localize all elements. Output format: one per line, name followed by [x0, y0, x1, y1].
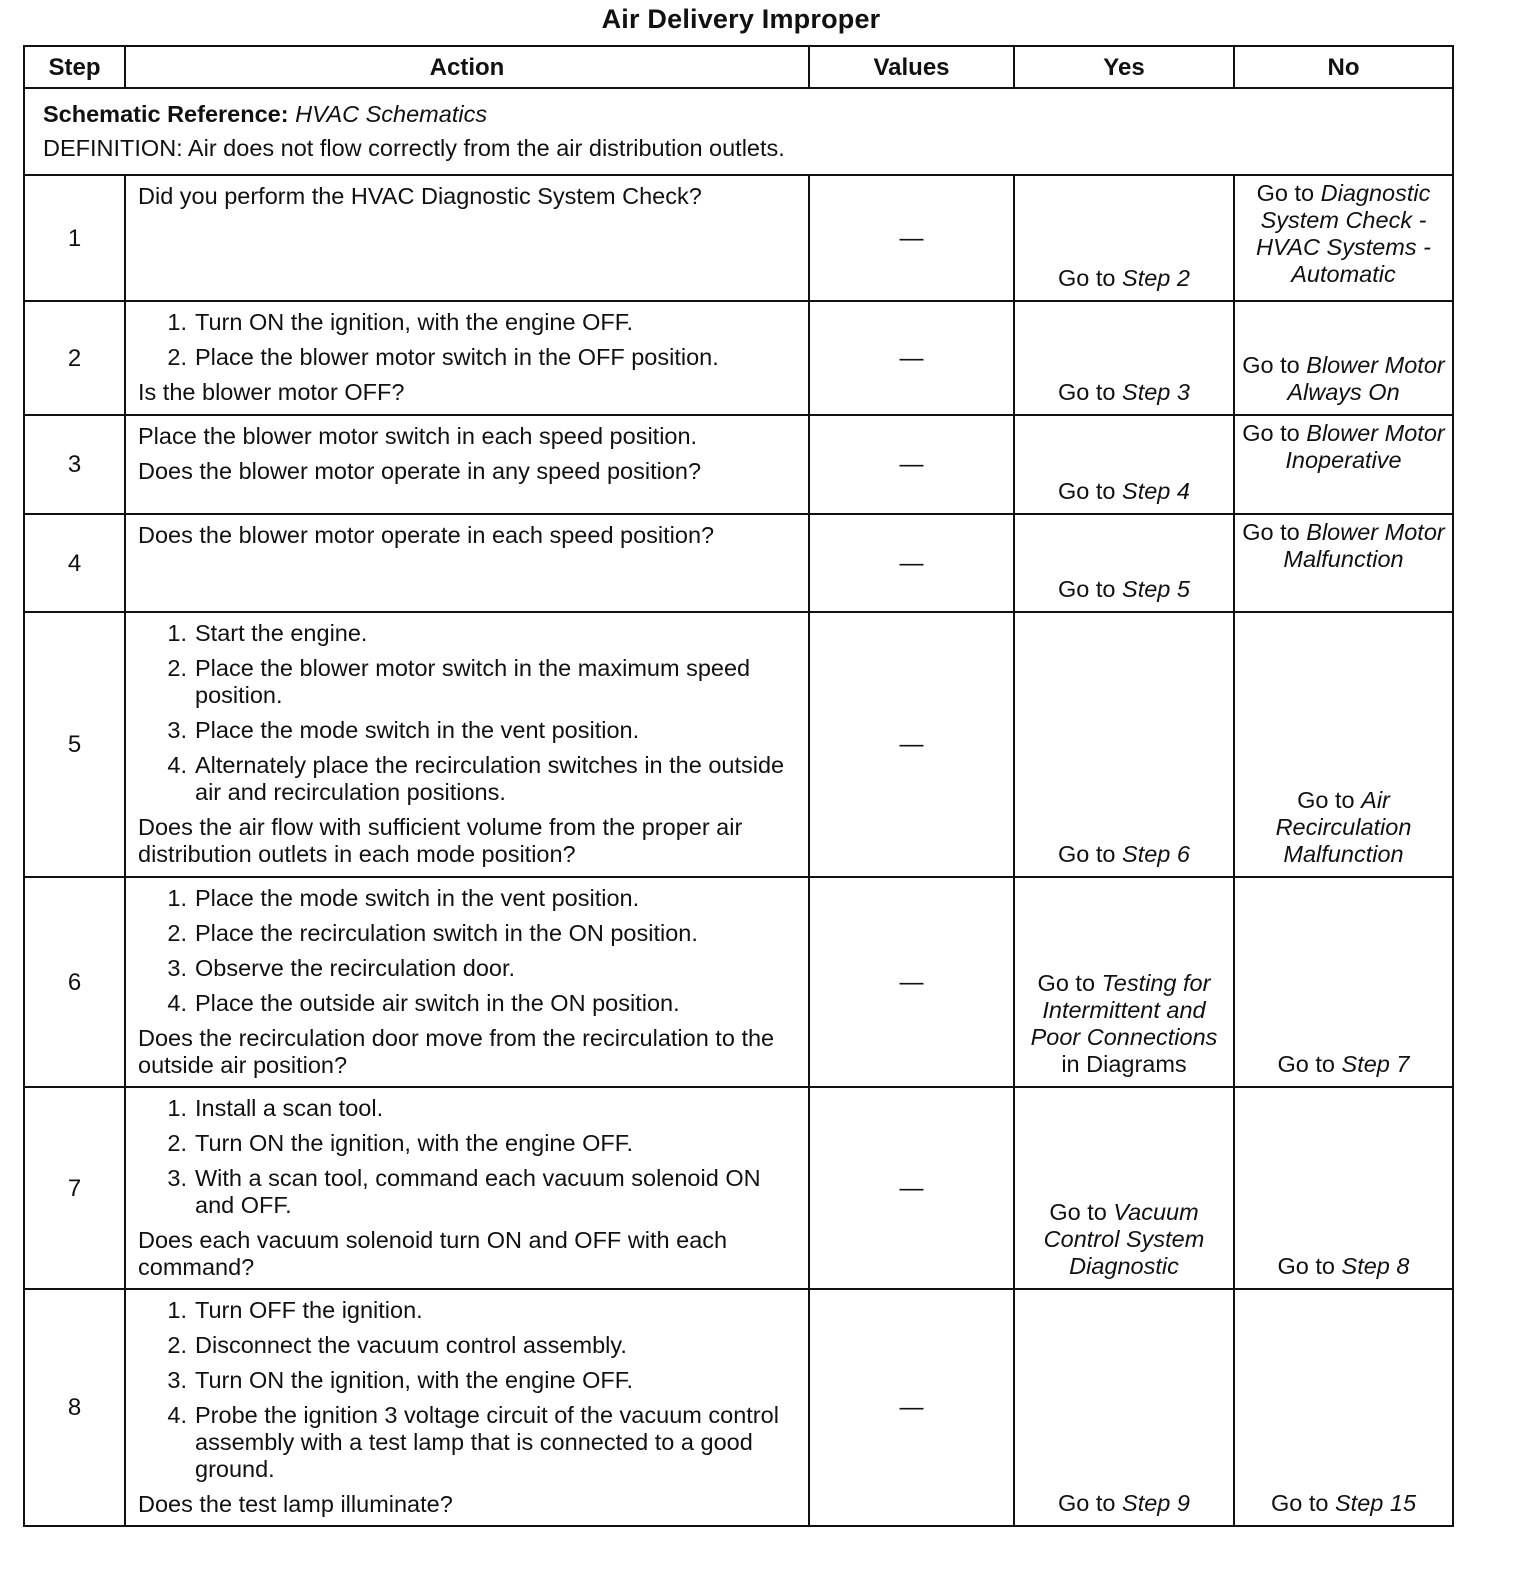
- action-step-number: 2.: [167, 655, 187, 681]
- action-cell: [125, 1087, 809, 1289]
- no-goto-prefix: Go to: [1242, 352, 1300, 378]
- action-step-number: 4.: [167, 1402, 187, 1428]
- action-cell: [125, 877, 809, 1087]
- values-cell: —: [809, 415, 1014, 514]
- action-step-number: 3.: [167, 1165, 187, 1191]
- no-goto-prefix: Go to: [1242, 420, 1300, 446]
- values-cell: —: [809, 301, 1014, 415]
- action-step-number: 2.: [167, 1130, 187, 1156]
- action-question: Does the blower motor operate in each speed position?: [138, 522, 715, 548]
- action-step-number: 3.: [167, 955, 187, 981]
- yes-goto-link[interactable]: Step 5: [1122, 576, 1190, 602]
- no-goto-link[interactable]: Diagnostic System Check - HVAC Systems - Automatic: [1256, 180, 1431, 287]
- yes-goto-prefix: Go to: [1058, 265, 1116, 291]
- action-step-item: [138, 655, 796, 709]
- action-step-text: Place the mode switch in the vent position.: [195, 717, 640, 743]
- yes-cell: [1014, 877, 1234, 1087]
- yes-goto-prefix: Go to: [1037, 970, 1096, 996]
- yes-cell: [1014, 175, 1234, 301]
- definition-text: DEFINITION: Air does not flow correctly from the air distribution outlets.: [43, 135, 785, 161]
- values-cell: —: [809, 1087, 1014, 1289]
- no-cell: [1234, 175, 1453, 301]
- step-number: 2: [24, 301, 125, 415]
- schematic-reference: [43, 97, 1452, 131]
- yes-goto-link[interactable]: Step 9: [1122, 1490, 1190, 1516]
- action-cell: [125, 415, 809, 514]
- action-step-text: Disconnect the vacuum control assembly.: [195, 1332, 627, 1358]
- table-row: [24, 175, 1453, 301]
- action-step-text: Place the mode switch in the vent position.: [195, 885, 640, 911]
- no-cell: [1234, 877, 1453, 1087]
- yes-goto-prefix: Go to: [1058, 478, 1116, 504]
- table-row: [24, 415, 1453, 514]
- action-step-text: With a scan tool, command each vacuum solenoid ON and OFF.: [195, 1165, 761, 1218]
- action-step-text: Start the engine.: [195, 620, 368, 646]
- action-step-item: [138, 1332, 796, 1359]
- table-row: [24, 1087, 1453, 1289]
- action-step-item: [138, 717, 796, 744]
- page-title: Air Delivery Improper: [601, 4, 881, 34]
- action-question: Did you perform the HVAC Diagnostic System Check?: [138, 183, 702, 209]
- action-step-text: Turn OFF the ignition.: [195, 1297, 423, 1323]
- table-row: [24, 612, 1453, 877]
- action-step-item: [138, 1095, 796, 1122]
- yes-goto-link[interactable]: Vacuum Control System Diagnostic: [1043, 1199, 1205, 1279]
- no-goto-prefix: Go to: [1270, 1490, 1329, 1516]
- action-step-number: 2.: [167, 920, 187, 946]
- header-step: Step: [24, 46, 125, 88]
- no-goto-prefix: Go to: [1277, 1253, 1335, 1279]
- step-number: 6: [24, 877, 125, 1087]
- header-values: Values: [809, 46, 1014, 88]
- no-goto-link[interactable]: Step 15: [1335, 1490, 1417, 1516]
- table-row: [24, 1289, 1453, 1526]
- table-row: [24, 514, 1453, 612]
- action-steps-list: [138, 1095, 796, 1219]
- step-number: 7: [24, 1087, 125, 1289]
- no-goto-link[interactable]: Blower Motor Always On: [1287, 352, 1445, 405]
- table-row: [24, 301, 1453, 415]
- no-goto-prefix: Go to: [1277, 1051, 1335, 1077]
- yes-cell: [1014, 415, 1234, 514]
- action-step-item: [138, 1297, 796, 1324]
- action-step-text: Turn ON the ignition, with the engine OFF.: [195, 1130, 634, 1156]
- yes-goto-link[interactable]: Step 3: [1122, 379, 1190, 405]
- action-question: Does each vacuum solenoid turn ON and OFF with each command?: [138, 1227, 728, 1280]
- action-step-number: 4.: [167, 990, 187, 1016]
- yes-goto-prefix: Go to: [1058, 841, 1116, 867]
- no-cell: [1234, 1087, 1453, 1289]
- action-step-text: Place the blower motor switch in the OFF position.: [195, 344, 719, 370]
- values-cell: —: [809, 514, 1014, 612]
- action-cell: [125, 1289, 809, 1526]
- yes-goto-prefix: Go to: [1058, 379, 1116, 405]
- action-question: Is the blower motor OFF?: [138, 379, 405, 405]
- header-no: No: [1234, 46, 1453, 88]
- values-cell: —: [809, 877, 1014, 1087]
- action-step-text: Alternately place the recirculation switches in the outside air and recirculation positions.: [195, 752, 785, 805]
- action-cell: [125, 612, 809, 877]
- action-step-text: Place the blower motor switch in the maximum speed position.: [195, 655, 751, 708]
- no-cell: [1234, 612, 1453, 877]
- no-goto-link[interactable]: Step 7: [1341, 1051, 1410, 1077]
- action-step-number: 4.: [167, 752, 187, 778]
- schematic-reference-row: [24, 88, 1453, 175]
- table-row: [24, 877, 1453, 1087]
- action-step-item: [138, 990, 796, 1017]
- step-number: 5: [24, 612, 125, 877]
- yes-goto-link[interactable]: Step 2: [1122, 265, 1190, 291]
- step-number: 1: [24, 175, 125, 301]
- yes-cell: [1014, 1087, 1234, 1289]
- action-step-text: Install a scan tool.: [195, 1095, 384, 1121]
- action-step-item: [138, 344, 796, 371]
- action-step-item: [138, 920, 796, 947]
- action-step-text: Place the recirculation switch in the ON position.: [195, 920, 698, 946]
- action-step-text: Probe the ignition 3 voltage circuit of the vacuum control assembly with a test lamp that is connected to a good ground.: [195, 1402, 779, 1482]
- action-step-item: [138, 1402, 796, 1483]
- action-step-number: 3.: [167, 717, 187, 743]
- action-steps-list: [138, 620, 796, 806]
- schematic-reference-label: Schematic Reference:: [43, 101, 289, 127]
- action-steps-list: [138, 1297, 796, 1483]
- yes-goto-link[interactable]: Step 4: [1122, 478, 1190, 504]
- yes-goto-prefix: Go to: [1049, 1199, 1107, 1225]
- schematic-reference-link[interactable]: HVAC Schematics: [295, 101, 488, 127]
- no-cell: [1234, 301, 1453, 415]
- action-step-text: Turn ON the ignition, with the engine OFF.: [195, 309, 634, 335]
- header-yes: Yes: [1014, 46, 1234, 88]
- step-number: 3: [24, 415, 125, 514]
- action-step-item: [138, 955, 796, 982]
- no-goto-link[interactable]: Air Recirculation Malfunction: [1275, 787, 1412, 867]
- action-step-text: Turn ON the ignition, with the engine OFF.: [195, 1367, 634, 1393]
- yes-cell: [1014, 514, 1234, 612]
- no-goto-link[interactable]: Step 8: [1341, 1253, 1410, 1279]
- schematic-reference-cell: [24, 88, 1453, 175]
- action-step-number: 1.: [167, 885, 187, 911]
- action-question: Does the test lamp illuminate?: [138, 1491, 453, 1517]
- no-cell: [1234, 514, 1453, 612]
- no-goto-link[interactable]: Blower Motor Inoperative: [1285, 420, 1445, 473]
- no-goto-prefix: Go to: [1242, 519, 1300, 545]
- diagnostic-table: [23, 45, 1454, 1527]
- action-step-item: [138, 1130, 796, 1157]
- action-instruction: Place the blower motor switch in each speed position.: [138, 423, 698, 449]
- action-step-item: [138, 1165, 796, 1219]
- action-cell: [125, 175, 809, 301]
- action-cell: [125, 301, 809, 415]
- yes-goto-link[interactable]: Step 6: [1122, 841, 1190, 867]
- action-step-item: [138, 752, 796, 806]
- yes-cell: [1014, 301, 1234, 415]
- action-steps-list: [138, 885, 796, 1017]
- yes-goto-prefix: Go to: [1058, 1490, 1116, 1516]
- action-step-number: 1.: [167, 1297, 187, 1323]
- action-question: Does the air flow with sufficient volume from the proper air distribution outlets in each mode position?: [138, 814, 743, 867]
- no-goto-prefix: Go to: [1256, 180, 1315, 206]
- action-step-number: 1.: [167, 309, 187, 335]
- table-header-row: [24, 46, 1453, 88]
- no-goto-link[interactable]: Blower Motor Malfunction: [1283, 519, 1445, 572]
- step-number: 8: [24, 1289, 125, 1526]
- action-step-item: [138, 620, 796, 647]
- no-cell: [1234, 415, 1453, 514]
- action-step-item: [138, 1367, 796, 1394]
- yes-goto-prefix: Go to: [1058, 576, 1116, 602]
- yes-goto-suffix: in Diagrams: [1061, 1051, 1187, 1077]
- action-step-number: 1.: [167, 1095, 187, 1121]
- action-step-item: [138, 309, 796, 336]
- action-step-number: 1.: [167, 620, 187, 646]
- no-goto-prefix: Go to: [1297, 787, 1355, 813]
- action-step-text: Observe the recirculation door.: [195, 955, 516, 981]
- yes-cell: [1014, 1289, 1234, 1526]
- values-cell: —: [809, 1289, 1014, 1526]
- no-cell: [1234, 1289, 1453, 1526]
- values-cell: —: [809, 612, 1014, 877]
- yes-goto-link[interactable]: Testing for Intermittent and Poor Connections: [1030, 970, 1218, 1050]
- action-question: Does the recirculation door move from the recirculation to the outside air position?: [138, 1025, 775, 1078]
- action-step-number: 2.: [167, 344, 187, 370]
- action-question: Does the blower motor operate in any speed position?: [138, 458, 702, 484]
- action-step-number: 2.: [167, 1332, 187, 1358]
- action-step-item: [138, 885, 796, 912]
- step-number: 4: [24, 514, 125, 612]
- header-action: Action: [125, 46, 809, 88]
- values-cell: —: [809, 175, 1014, 301]
- action-step-number: 3.: [167, 1367, 187, 1393]
- action-step-text: Place the outside air switch in the ON position.: [195, 990, 680, 1016]
- action-cell: [125, 514, 809, 612]
- action-steps-list: [138, 309, 796, 371]
- yes-cell: [1014, 612, 1234, 877]
